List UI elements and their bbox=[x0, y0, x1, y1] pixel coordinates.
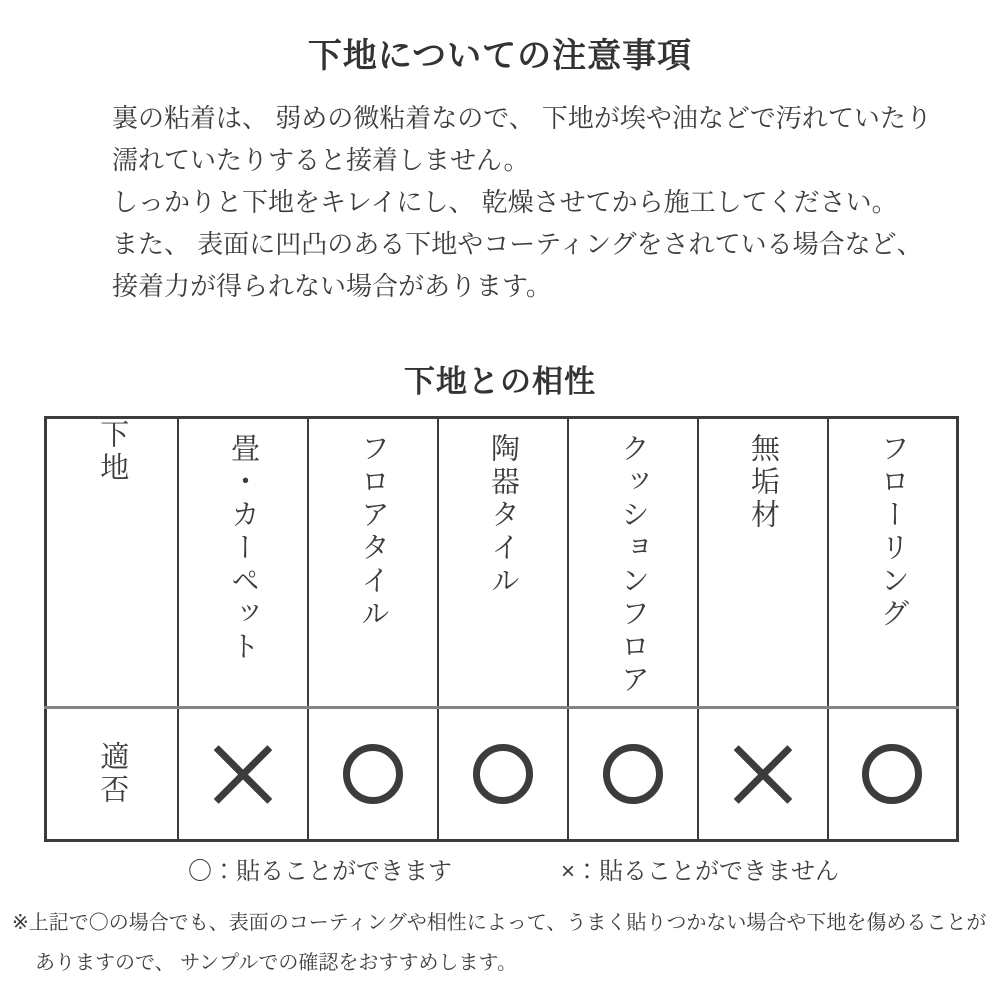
suitability-cell-flooring bbox=[828, 708, 958, 841]
intro-line: 濡れていたりすると接着しません。 bbox=[112, 145, 530, 175]
column-header-label: クッションフロア bbox=[617, 433, 649, 697]
column-header-label: 無垢材 bbox=[747, 433, 779, 532]
suitability-cell-tatami-carpet bbox=[178, 708, 308, 841]
column-header-label: フローリング bbox=[876, 433, 909, 631]
cross-symbol bbox=[215, 746, 271, 802]
footnote-line: ※上記で〇の場合でも、表面のコーティングや相性によって、うまく貼りつかない場合や下地を傷めることが bbox=[12, 912, 987, 934]
column-header-label: 陶器タイル bbox=[487, 433, 519, 598]
intro-line: 裏の粘着は、 弱めの微粘着なので、 下地が埃や油などで汚れていたり bbox=[112, 103, 932, 133]
cross-symbol bbox=[735, 746, 791, 802]
column-header-flooring bbox=[828, 418, 958, 708]
column-header-cushion-floor bbox=[568, 418, 698, 708]
legend-ng: ×：貼ることができません bbox=[561, 858, 840, 885]
circle-symbol bbox=[473, 744, 533, 804]
row-header-suitability-label: 適否 bbox=[96, 741, 129, 807]
legend-ok: 〇：貼ることができます bbox=[188, 858, 452, 885]
intro-paragraph bbox=[112, 97, 972, 307]
page-title: 下地についての注意事項 bbox=[307, 37, 693, 75]
circle-symbol bbox=[343, 744, 403, 804]
intro-line: しっかりと下地をキレイにし、 乾燥させてから施工してください。 bbox=[112, 187, 898, 217]
circle-symbol bbox=[862, 744, 922, 804]
column-header-floor-tile bbox=[308, 418, 438, 708]
footnote bbox=[12, 903, 997, 983]
suitability-cell-floor-tile bbox=[308, 708, 438, 841]
table-header-row bbox=[46, 418, 958, 708]
compatibility-table bbox=[44, 416, 959, 842]
suitability-cell-cushion-floor bbox=[568, 708, 698, 841]
suitability-cell-ceramic-tile bbox=[438, 708, 568, 841]
column-header-tatami-carpet bbox=[178, 418, 308, 708]
intro-line: 接着力が得られない場合があります。 bbox=[112, 271, 552, 301]
footnote-line: ありますので、 サンプルでの確認をおすすめします。 bbox=[35, 952, 517, 974]
column-header-label: 畳・カーペット bbox=[227, 433, 259, 664]
legend bbox=[0, 851, 1000, 891]
column-header-solid-wood bbox=[698, 418, 828, 708]
suitability-cell-solid-wood bbox=[698, 708, 828, 841]
column-header-label: フロアタイル bbox=[357, 433, 389, 631]
table-result-row bbox=[46, 708, 958, 841]
column-header-ceramic-tile bbox=[438, 418, 568, 708]
row-header-suitability bbox=[46, 708, 178, 841]
row-header-substrate-label: 下地 bbox=[96, 419, 129, 485]
intro-line: また、 表面に凹凸のある下地やコーティングをされている場合など、 bbox=[112, 229, 923, 259]
circle-symbol bbox=[603, 744, 663, 804]
table-title: 下地との相性 bbox=[404, 364, 596, 399]
row-header-substrate bbox=[46, 418, 178, 708]
